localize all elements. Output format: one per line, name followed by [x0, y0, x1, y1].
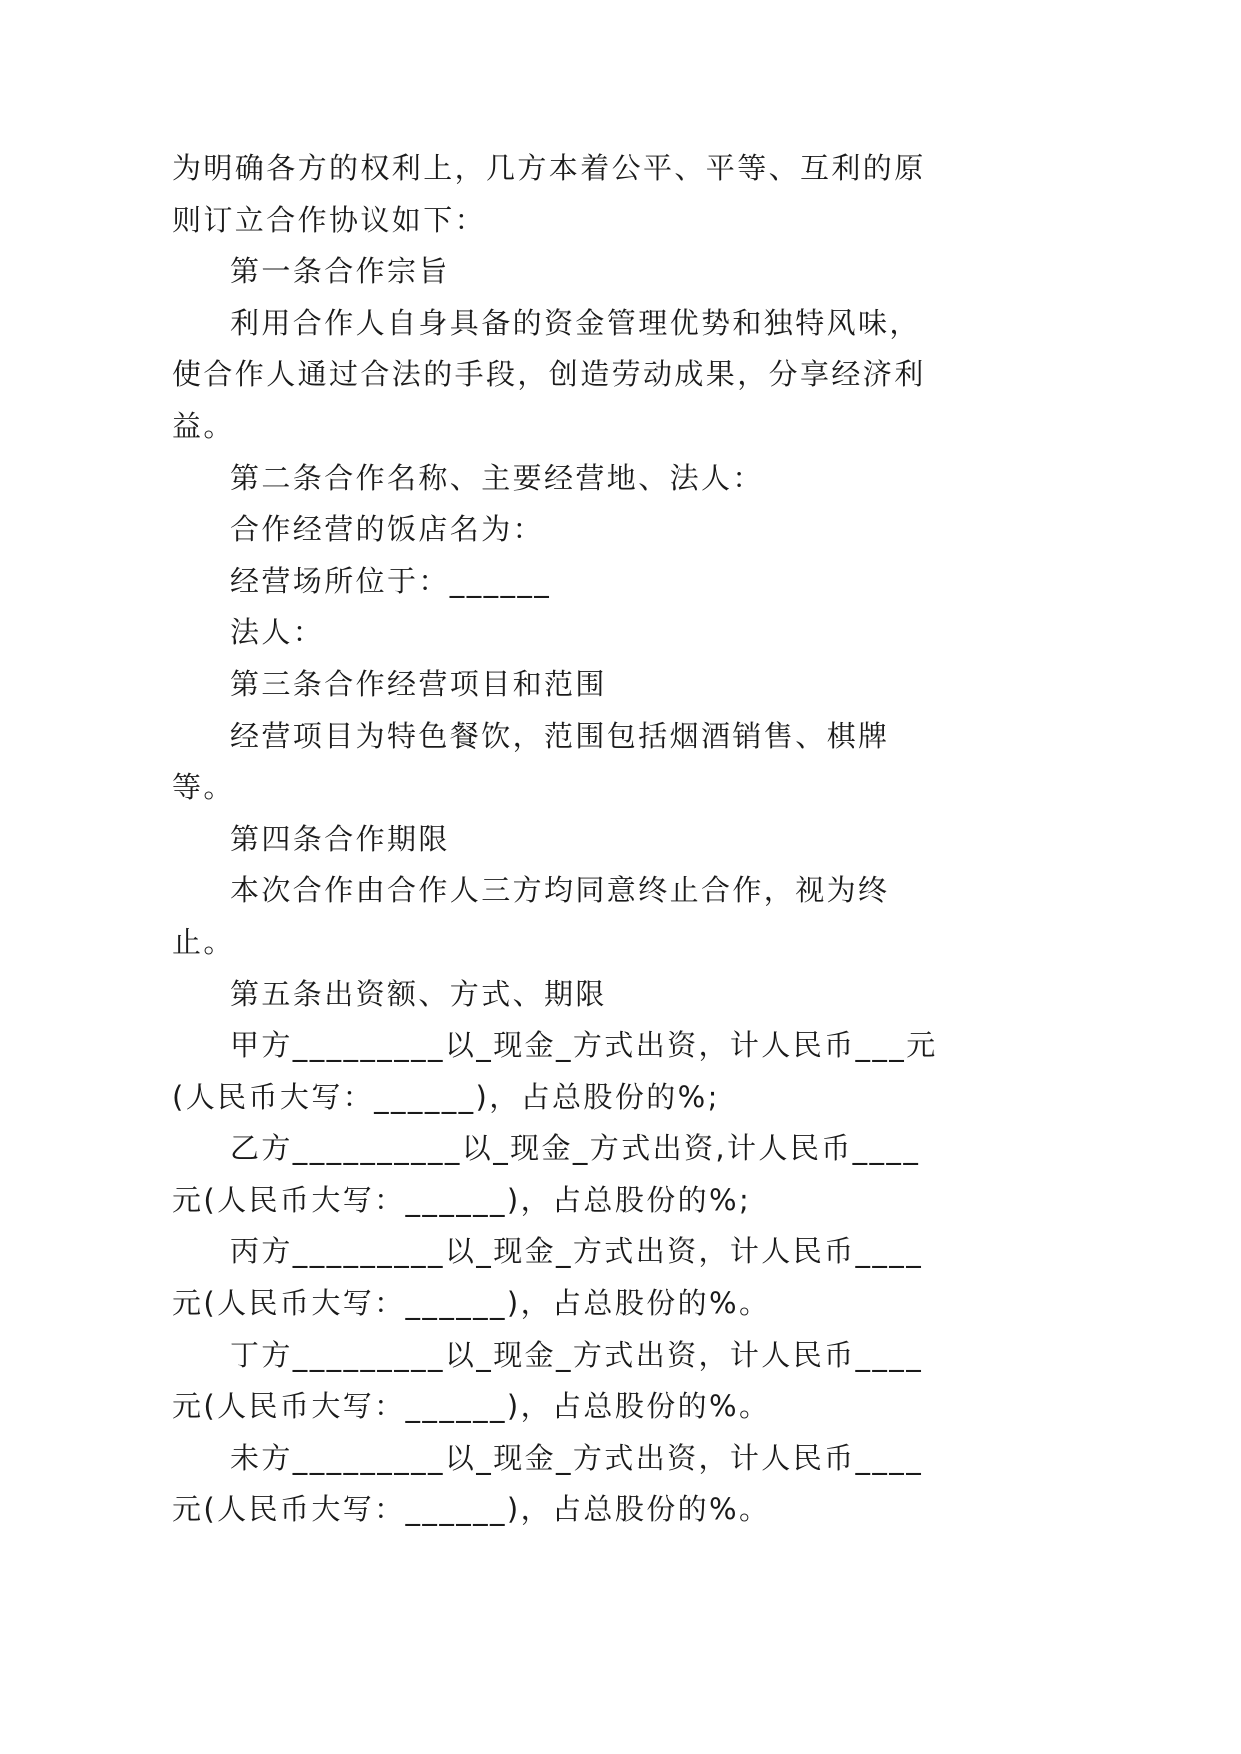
heading-article-4: 第四条合作期限 [230, 821, 450, 856]
paragraph-article-3-body: 经营项目为特色餐饮，范围包括烟酒销售、棋牌等。 [172, 718, 890, 805]
paragraph-party-d-contribution: 丁方_________以_现金_方式出资，计人民币____元(人民币大写：______)，占总股份的%。 [172, 1337, 924, 1424]
heading-article-1: 第一条合作宗旨 [230, 254, 450, 289]
paragraph-preamble: 为明确各方的权利上，几方本着公平、平等、互利的原则订立合作协议如下： [172, 151, 926, 237]
heading-article-5: 第五条出资额、方式、期限 [230, 976, 607, 1011]
heading-article-2: 第二条合作名称、主要经营地、法人： [230, 460, 764, 495]
paragraph-party-a-contribution: 甲方_________以_现金_方式出资，计人民币___元(人民币大写：______)，占总股份的%; [172, 1028, 938, 1114]
paragraph-legal-person: 法人： [230, 615, 325, 650]
paragraph-party-c-contribution: 丙方_________以_现金_方式出资，计人民币____元(人民币大写：______)，占总股份的%。 [172, 1234, 924, 1321]
paragraph-party-b-contribution: 乙方__________以_现金_方式出资,计人民币____元(人民币大写：______)，占总股份的%; [172, 1131, 921, 1217]
paragraph-business-location: 经营场所位于：______ [230, 563, 552, 598]
paragraph-party-e-contribution: 未方_________以_现金_方式出资，计人民币____元(人民币大写：______)，占总股份的%。 [172, 1440, 924, 1527]
paragraph-article-4-body: 本次合作由合作人三方均同意终止合作，视为终止。 [172, 873, 890, 959]
paragraph-restaurant-name: 合作经营的饭店名为： [230, 512, 545, 547]
heading-article-3: 第三条合作经营项目和范围 [230, 666, 607, 701]
document-body [172, 143, 942, 1536]
paragraph-article-1-body: 利用合作人自身具备的资金管理优势和独特风味，使合作人通过合法的手段，创造劳动成果，分享经济利益。 [172, 305, 926, 443]
